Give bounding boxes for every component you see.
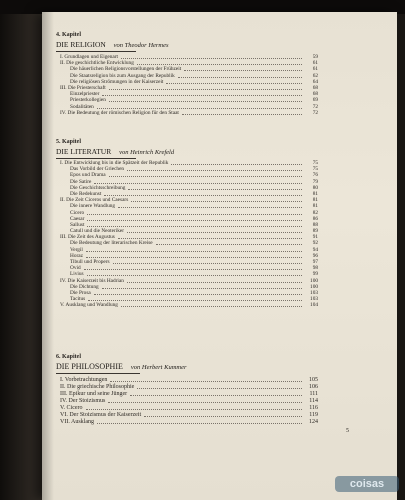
book-page: [42, 12, 397, 500]
toc-leader-dots: [88, 300, 302, 301]
toc-leader-dots: [184, 70, 302, 71]
toc-entry-page: 88: [312, 221, 318, 228]
toc-leader-dots: [127, 232, 302, 233]
chapter-4-header: [56, 32, 169, 49]
toc-entry-page: 100: [310, 283, 318, 290]
toc-entry-title: Ovid: [70, 265, 81, 272]
chapter-6-header: [56, 354, 187, 371]
toc-leader-dots: [109, 89, 302, 90]
toc-entry-title: VII. Ausklang: [60, 419, 94, 425]
toc-entry: [56, 405, 318, 412]
toc-entry-page: 103: [310, 289, 318, 296]
toc-leader-dots: [87, 226, 302, 227]
toc-leader-dots: [87, 214, 302, 215]
toc-entry-page: 92: [312, 240, 318, 247]
toc-entry-page: 80: [312, 184, 318, 191]
toc-entry-title: IV. Der Stoizismus: [60, 398, 106, 404]
toc-leader-dots: [131, 201, 302, 202]
book-shadow-left: [0, 0, 48, 500]
toc-entry-title: Die Redekunst: [70, 190, 102, 197]
toc-entry-title: Die Geschichtsschreibung: [70, 184, 126, 191]
toc-entry-title: Catull und die Neoteriker: [70, 228, 124, 235]
toc-entry-page: 106: [309, 384, 318, 390]
toc-leader-dots: [182, 114, 302, 115]
toc-entry-title: Die Bedeutung der literarischen Kreise: [70, 240, 153, 247]
toc-entry-page: 104: [310, 302, 318, 309]
toc-leader-dots: [86, 409, 302, 410]
toc-entry: [56, 302, 318, 308]
toc-leader-dots: [102, 95, 302, 96]
toc-entry-title: I. Vorbetrachtungen: [60, 377, 108, 383]
toc-entry-page: 62: [312, 72, 318, 79]
toc-entry-page: 116: [309, 405, 318, 411]
toc-entry-page: 61: [312, 66, 318, 73]
toc-entry-page: 82: [312, 209, 318, 216]
toc-entry-page: 124: [309, 419, 318, 425]
chapter-6-entries: [56, 377, 318, 426]
toc-leader-dots: [121, 58, 302, 59]
toc-entry-page: 61: [312, 60, 318, 67]
toc-leader-dots: [86, 251, 302, 252]
chapter-4-title-line: [56, 40, 169, 49]
toc-entry-page: 91: [312, 234, 318, 241]
toc-leader-dots: [110, 381, 302, 382]
toc-entry-title: Horaz: [70, 252, 83, 259]
toc-entry-title: Die Prosa: [70, 289, 91, 296]
toc-leader-dots: [178, 77, 302, 78]
toc-entry: [56, 398, 318, 405]
toc-entry-title: Einzelpriester: [70, 91, 100, 98]
chapter-4-entries: [56, 54, 318, 116]
toc-entry-page: 69: [312, 97, 318, 104]
toc-entry-title: III. Die Priesterschaft: [60, 84, 106, 91]
toc-entry: [56, 419, 318, 426]
toc-leader-dots: [130, 395, 302, 396]
chapter-4-rule: [56, 51, 136, 52]
toc-entry-title: Tacitus: [70, 296, 86, 303]
toc-entry-title: IV. Die Bedeutung der römischen Religion für den Staat: [60, 109, 179, 116]
chapter-5-title: DIE LITERATUR: [56, 147, 112, 156]
toc-entry-page: 72: [312, 103, 318, 110]
toc-entry-title: Cicero: [70, 209, 85, 216]
chapter-6-author: von Herbert Kummer: [130, 364, 187, 371]
toc-entry-title: VI. Der Stoizismus der Kaiserzeit: [60, 412, 142, 418]
toc-entry-page: 114: [309, 398, 318, 404]
toc-entry-page: 64: [312, 78, 318, 85]
chapter-4-number: 4. Kapitel: [56, 32, 81, 38]
toc-entry-title: Sodalitäten: [70, 103, 94, 110]
toc-entry-title: II. Die geschichtliche Entwicklung: [60, 60, 134, 67]
toc-entry-title: Die häuerlichen Religionsvorstellungen der Frühzeit: [70, 66, 182, 73]
toc-entry-page: 96: [312, 252, 318, 259]
toc-leader-dots: [87, 275, 302, 276]
chapter-5-author: von Heinrich Krefeld: [119, 149, 175, 156]
toc-entry-page: 105: [309, 377, 318, 383]
toc-entry-title: Epos und Drama: [70, 172, 106, 179]
toc-entry-title: IV. Die Kaiserzeit bis Hadrian: [60, 277, 124, 284]
toc-leader-dots: [127, 170, 302, 171]
toc-entry-title: Tibull und Propers: [70, 259, 110, 265]
toc-leader-dots: [104, 195, 302, 196]
toc-entry-page: 97: [312, 259, 318, 265]
toc-entry-title: V. Ausklang und Wandlung: [60, 302, 118, 309]
toc-entry-page: 59: [312, 54, 318, 60]
toc-entry-title: I. Die Entwicklung bis in die Spätzeit der Republik: [60, 160, 169, 166]
toc-entry-title: V. Cicero: [60, 405, 83, 411]
toc-leader-dots: [127, 282, 302, 283]
watermark-logo: coisas: [335, 476, 399, 492]
toc-leader-dots: [109, 176, 302, 177]
chapter-5-header: [56, 139, 174, 156]
toc-entry-title: Die Dichtung: [70, 283, 99, 290]
toc-entry-title: Das Vorbild der Griechen: [70, 166, 125, 173]
toc-entry-title: Livius: [70, 271, 84, 278]
chapter-5-number: 5. Kapitel: [56, 139, 81, 145]
toc-entry-page: 89: [312, 228, 318, 235]
toc-leader-dots: [128, 189, 302, 190]
toc-entry-title: III. Die Zeit des Augustus: [60, 234, 115, 241]
toc-entry-page: 98: [312, 265, 318, 272]
toc-leader-dots: [118, 238, 302, 239]
toc-entry-page: 68: [312, 84, 318, 91]
toc-leader-dots: [102, 288, 302, 289]
toc-entry-page: 119: [309, 412, 318, 418]
chapter-6-title: DIE PHILOSOPHIE: [56, 362, 123, 371]
chapter-4-author: von Theodor Hermes: [113, 42, 169, 49]
chapter-4-title: DIE RELIGION: [56, 40, 106, 49]
toc-leader-dots: [94, 294, 302, 295]
toc-entry-page: 79: [312, 178, 318, 185]
toc-leader-dots: [144, 416, 302, 417]
page-number: 5: [346, 428, 349, 434]
toc-entry-title: Sallust: [70, 221, 85, 228]
toc-entry-page: 68: [312, 91, 318, 98]
toc-leader-dots: [94, 183, 302, 184]
toc-entry-page: 81: [312, 203, 318, 210]
toc-entry-title: I. Grundlagen und Eigenart: [60, 54, 118, 60]
toc-leader-dots: [166, 83, 302, 84]
toc-entry-title: II. Die griechische Philosophie: [60, 384, 135, 390]
toc-entry-title: Die religiösen Strömungen in der Kaiserzeit: [70, 78, 164, 85]
chapter-6-number: 6. Kapitel: [56, 354, 81, 360]
toc-leader-dots: [113, 263, 302, 264]
toc-entry-page: 94: [312, 246, 318, 253]
toc-leader-dots: [109, 101, 302, 102]
toc-entry-page: 76: [312, 172, 318, 179]
toc-entry-title: II. Die Zeit Ciceros und Caesars: [60, 197, 129, 204]
toc-leader-dots: [97, 423, 302, 424]
toc-leader-dots: [137, 388, 302, 389]
toc-entry: [56, 110, 318, 116]
toc-entry-title: Die innere Wandlung: [70, 203, 116, 210]
toc-entry-page: 75: [312, 166, 318, 173]
page-gutter: [42, 12, 54, 500]
chapter-5-entries: [56, 160, 318, 309]
toc-entry-page: 81: [312, 190, 318, 197]
toc-leader-dots: [87, 220, 302, 221]
chapter-5-title-line: [56, 147, 174, 156]
toc-entry-page: 81: [312, 197, 318, 204]
toc-entry-page: 86: [312, 215, 318, 222]
toc-leader-dots: [156, 244, 302, 245]
toc-leader-dots: [84, 269, 302, 270]
toc-entry-title: Die Staatsreligion bis zum Ausgang der Republik: [70, 72, 175, 79]
toc-leader-dots: [118, 207, 302, 208]
toc-entry: [56, 377, 318, 384]
toc-leader-dots: [137, 64, 302, 65]
toc-entry-page: 75: [312, 160, 318, 166]
toc-entry-page: 111: [309, 391, 318, 397]
toc-entry-page: 72: [312, 109, 318, 116]
chapter-5-rule: [56, 158, 136, 159]
toc-entry-title: Priesterkollegien: [70, 97, 106, 104]
toc-entry-page: 100: [310, 277, 318, 284]
toc-leader-dots: [171, 164, 302, 165]
toc-entry: [56, 412, 318, 419]
toc-leader-dots: [97, 108, 302, 109]
toc-entry-title: Caesar: [70, 215, 85, 222]
toc-leader-dots: [108, 402, 302, 403]
toc-entry-title: III. Epikur und seine Jünger: [60, 391, 128, 397]
toc-entry-page: 103: [310, 296, 318, 303]
toc-entry: [56, 384, 318, 391]
toc-entry-title: Vergil: [70, 246, 83, 253]
toc-leader-dots: [86, 257, 302, 258]
toc-leader-dots: [121, 306, 302, 307]
toc-entry-title: Die Satire: [70, 178, 92, 185]
chapter-6-title-line: [56, 362, 187, 371]
toc-entry-page: 99: [312, 271, 318, 278]
chapter-6-rule: [56, 373, 140, 374]
toc-entry: [56, 391, 318, 398]
